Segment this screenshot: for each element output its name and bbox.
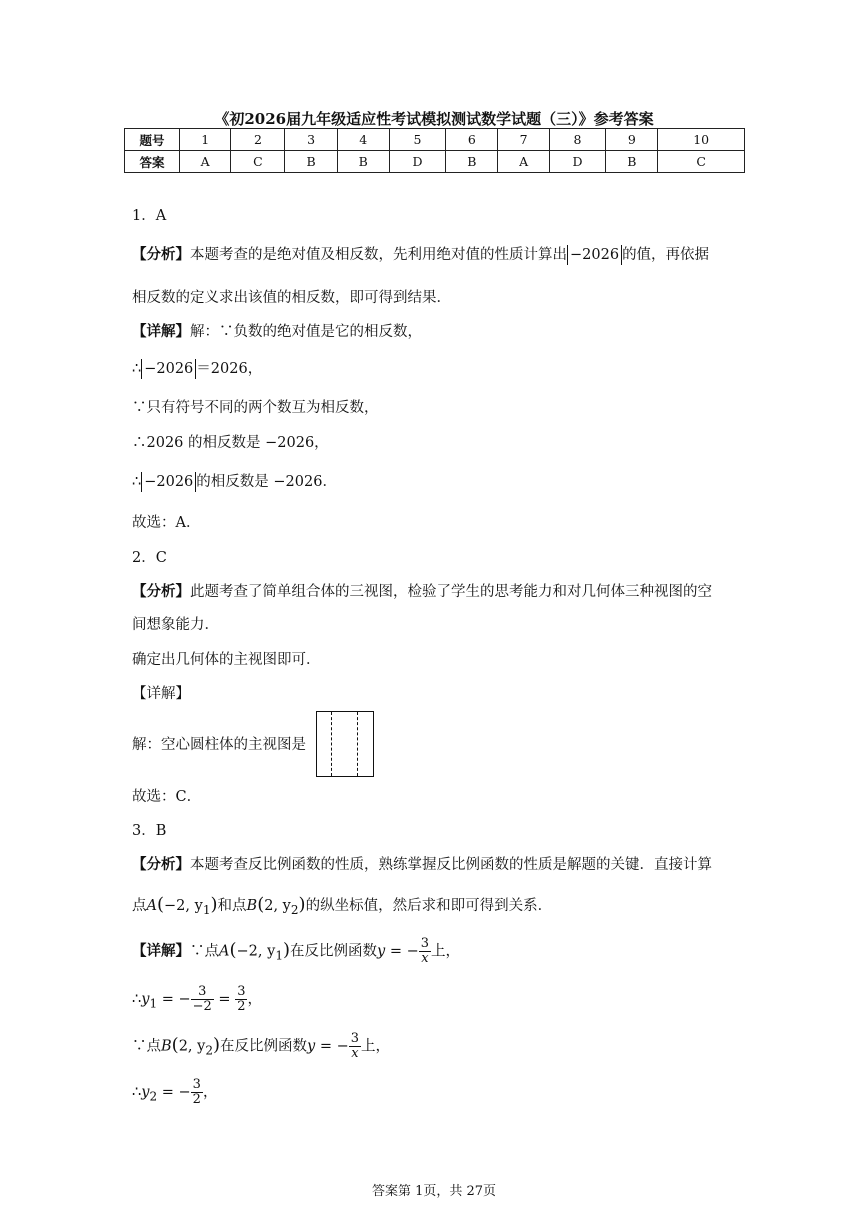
q1-step2-tail: ＝2026，	[196, 361, 263, 377]
paren: (	[156, 894, 165, 915]
dashed-line	[357, 712, 358, 776]
paren: )	[210, 894, 218, 915]
table-row	[125, 151, 745, 173]
point-b-name: B	[161, 1038, 172, 1055]
q3-analysis-line2	[132, 895, 552, 920]
point-a-coords: −2, y	[164, 898, 203, 914]
q1-step4: ∴2026 的相反数是 −2026，	[132, 435, 329, 451]
subscript: 2	[205, 1043, 214, 1058]
answer-cell: B	[446, 151, 498, 173]
analysis-label: 【分析】	[132, 856, 190, 873]
detail-label: 【详解】	[132, 942, 190, 960]
numerator: 3	[350, 1031, 360, 1046]
q1-analysis-text-b: 的值，再依据	[622, 247, 710, 263]
text: 和点	[217, 898, 247, 914]
analysis-label: 【分析】	[132, 583, 190, 600]
point-a-name: A	[219, 943, 230, 960]
q3-detail-line2	[132, 985, 262, 1014]
denominator: 2	[237, 999, 246, 1014]
text: 在反比例函数	[220, 1038, 308, 1055]
denominator: x	[351, 1046, 359, 1061]
function-lhs: y = −	[377, 943, 419, 960]
q2-analysis	[132, 582, 712, 602]
point-b-coords: 2, y	[178, 1038, 206, 1055]
document-title: 《初2026届九年级适应性考试模拟测试数学试题（三）》参考答案	[214, 110, 654, 128]
point-b-coords: 2, y	[264, 898, 291, 914]
therefore-symbol: ∴	[132, 1084, 142, 1101]
denominator: 2	[192, 1092, 201, 1107]
q3-analysis-text: 本题考查反比例函数的性质，熟练掌握反比例函数的性质是解题的关键．直接计算	[190, 857, 712, 873]
abs-value-expression: −2026	[141, 472, 196, 492]
q3-analysis	[132, 855, 712, 875]
abs-value-expression: −2026	[567, 245, 622, 265]
analysis-label: 【分析】	[132, 246, 190, 263]
text: 上，	[431, 943, 461, 960]
denominator: x	[421, 951, 429, 966]
therefore-symbol: ∴	[132, 361, 142, 377]
subscript: 1	[275, 948, 283, 963]
denominator: −2	[192, 999, 212, 1014]
subscript: 2	[149, 1089, 158, 1104]
point-b-name: B	[246, 898, 258, 914]
variable-y: y	[141, 1084, 150, 1101]
q1-analysis-line2: 相反数的定义求出该值的相反数，即可得到结果．	[132, 290, 451, 306]
answer-cell: A	[498, 151, 549, 173]
question-number: 4	[337, 129, 389, 151]
variable-y: y	[141, 991, 150, 1008]
text: ∵点	[132, 1038, 161, 1055]
q1-choose: 故选：A．	[132, 515, 201, 531]
paren: )	[283, 939, 291, 961]
hollow-cylinder-front-view-figure	[316, 711, 374, 777]
q1-analysis-text-a: 本题考查的是绝对值及相反数，先利用绝对值的性质计算出	[190, 247, 567, 263]
fraction	[191, 1078, 203, 1107]
answer-cell: D	[389, 151, 445, 173]
question-number: 1	[180, 129, 231, 151]
paren: (	[229, 939, 237, 961]
question-number: 6	[446, 129, 498, 151]
q2-choose: 故选：C．	[132, 789, 202, 805]
text: = −	[157, 991, 191, 1008]
q3-heading: 3．B	[132, 823, 167, 839]
page-footer: 答案第 1页，共 27页	[371, 1184, 497, 1199]
q1-step5	[132, 472, 337, 492]
question-number: 7	[498, 129, 549, 151]
q2-heading: 2．C	[132, 550, 167, 566]
fraction	[191, 985, 214, 1014]
question-number: 2	[231, 129, 285, 151]
subscript: 1	[202, 902, 211, 917]
table-header-number: 题号	[125, 129, 180, 151]
q1-step5-tail: 的相反数是 −2026．	[196, 474, 337, 490]
paren: )	[213, 1034, 221, 1056]
q1-detail-text: 解：∵负数的绝对值是它的相反数，	[190, 324, 422, 340]
q2-detail-label: 【详解】	[132, 686, 190, 702]
answer-table	[124, 128, 745, 173]
question-number: 5	[389, 129, 445, 151]
answer-cell: A	[180, 151, 231, 173]
subscript: 2	[290, 902, 299, 917]
answer-cell: B	[285, 151, 337, 173]
q1-heading: 1．A	[132, 208, 167, 224]
text: 点	[132, 898, 147, 914]
paren: (	[257, 894, 265, 915]
text: ，	[202, 1084, 218, 1101]
point-a-name: A	[146, 898, 157, 914]
text: =	[213, 991, 236, 1008]
q3-detail-line4	[132, 1078, 217, 1107]
answer-cell: D	[549, 151, 605, 173]
answer-cell: C	[231, 151, 285, 173]
question-number: 3	[285, 129, 337, 151]
text: ，	[247, 991, 262, 1008]
fraction	[349, 1032, 361, 1061]
point-a-coords: −2, y	[236, 943, 276, 960]
paren: )	[298, 894, 306, 915]
text: 上，	[361, 1038, 391, 1055]
detail-label: 【详解】	[132, 323, 190, 340]
answer-cell: B	[606, 151, 658, 173]
answer-cell: C	[658, 151, 745, 173]
therefore-symbol: ∴	[132, 991, 142, 1008]
function-lhs: y = −	[307, 1038, 349, 1055]
question-number: 8	[549, 129, 605, 151]
q1-step3: ∵只有符号不同的两个数互为相反数，	[132, 400, 379, 416]
table-row	[125, 129, 745, 151]
q3-detail-line1	[132, 937, 460, 966]
dashed-line	[331, 712, 332, 776]
q1-analysis	[132, 245, 709, 265]
text: = −	[157, 1084, 191, 1101]
q2-line3: 确定出几何体的主视图即可．	[132, 652, 321, 668]
numerator: 3	[192, 1077, 201, 1092]
q2-detail-text: 解：空心圆柱体的主视图是	[132, 737, 306, 753]
q1-step2	[132, 359, 262, 379]
fraction	[419, 937, 431, 966]
paren: (	[171, 1034, 179, 1056]
table-header-answer: 答案	[125, 151, 180, 173]
text: ∵点	[190, 943, 219, 960]
q2-analysis-text: 此题考查了简单组合体的三视图，检验了学生的思考能力和对几何体三种视图的空	[190, 584, 712, 600]
answer-cell: B	[337, 151, 389, 173]
question-number: 10	[658, 129, 745, 151]
numerator: 3	[237, 984, 246, 999]
question-number: 9	[606, 129, 658, 151]
numerator: 3	[420, 936, 430, 951]
q2-analysis-line2: 间想象能力．	[132, 617, 219, 633]
abs-value-expression: −2026	[141, 359, 196, 379]
text: 在反比例函数	[290, 943, 378, 960]
text: 的纵坐标值，然后求和即可得到关系．	[305, 898, 553, 914]
numerator: 3	[191, 985, 214, 1000]
q1-detail	[132, 322, 422, 342]
q3-detail-line3	[132, 1032, 390, 1061]
therefore-symbol: ∴	[132, 474, 142, 490]
subscript: 1	[149, 996, 158, 1011]
fraction	[235, 985, 247, 1014]
